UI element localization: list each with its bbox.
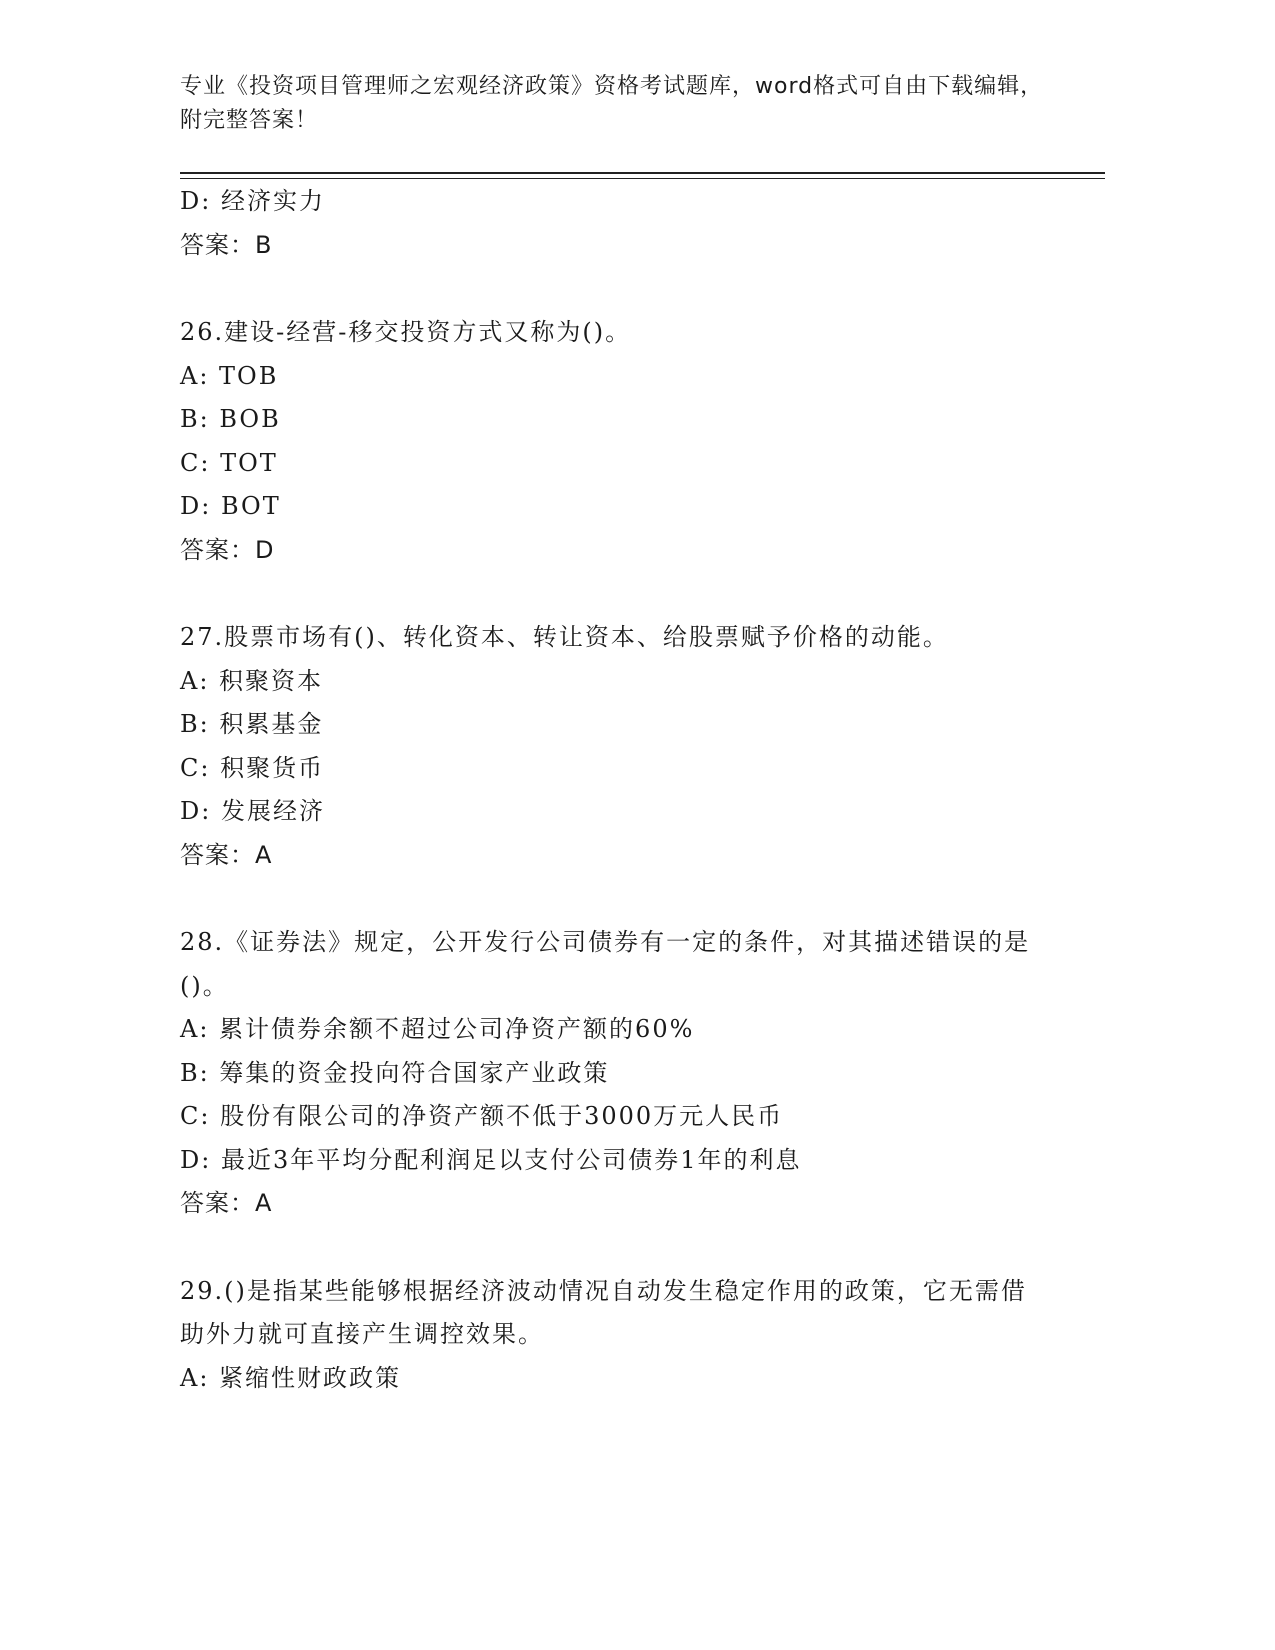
option-a: A: 紧缩性财政政策 (180, 1363, 402, 1392)
question-stem: 29.()是指某些能够根据经济波动情况自动发生稳定作用的政策，它无需借助外力就可直接产生调控效果。 (180, 1276, 1027, 1348)
option-a: A: TOB (180, 361, 279, 390)
option-d: D: BOT (180, 492, 281, 520)
option-b: B: 筹集的资金投向符合国家产业政策 (180, 1058, 610, 1087)
spacer (180, 877, 1040, 921)
spacer (180, 267, 1040, 311)
question-stem: 28.《证券法》规定，公开发行公司债券有一定的条件，对其描述错误的是()。 (180, 928, 1031, 1000)
answer-line: 答案：B (180, 230, 273, 259)
option-a: A: 积聚资本 (180, 666, 324, 695)
answer-line: 答案：D (180, 535, 275, 564)
option-c: C: 积聚货币 (180, 753, 325, 782)
spacer (180, 1226, 1040, 1270)
spacer (180, 572, 1040, 616)
option-b: B: BOB (180, 405, 281, 433)
question-stem: 27.股票市场有()、转化资本、转让资本、给股票赋予价格的动能。 (180, 623, 949, 651)
document-header: 专业《投资项目管理师之宏观经济政策》资格考试题库，word格式可自由下载编辑，附完整答案！ (180, 74, 1044, 133)
option-d: D: 发展经济 (180, 797, 325, 825)
option-d: D: 最近3年平均分配利润足以支付公司债券1年的利息 (180, 1145, 802, 1174)
question-28 (180, 921, 1040, 1226)
question-29 (180, 1270, 1040, 1401)
option-c: C: 股份有限公司的净资产额不低于3000万元人民币 (180, 1102, 784, 1130)
option-b: B: 积累基金 (180, 710, 324, 738)
option-d: D: 经济实力 (180, 187, 325, 215)
header-rule-thick (180, 172, 1105, 174)
option-c: C: TOT (180, 448, 278, 477)
document-body (180, 180, 1040, 1400)
question-stem: 26.建设-经营-移交投资方式又称为()。 (180, 318, 632, 346)
question-26 (180, 311, 1040, 572)
header-rule-thin (180, 178, 1105, 179)
answer-line: 答案：A (180, 840, 273, 869)
answer-line: 答案：A (180, 1189, 273, 1217)
option-a: A: 累计债券余额不超过公司净资产额的60% (180, 1015, 695, 1043)
question-27 (180, 616, 1040, 877)
